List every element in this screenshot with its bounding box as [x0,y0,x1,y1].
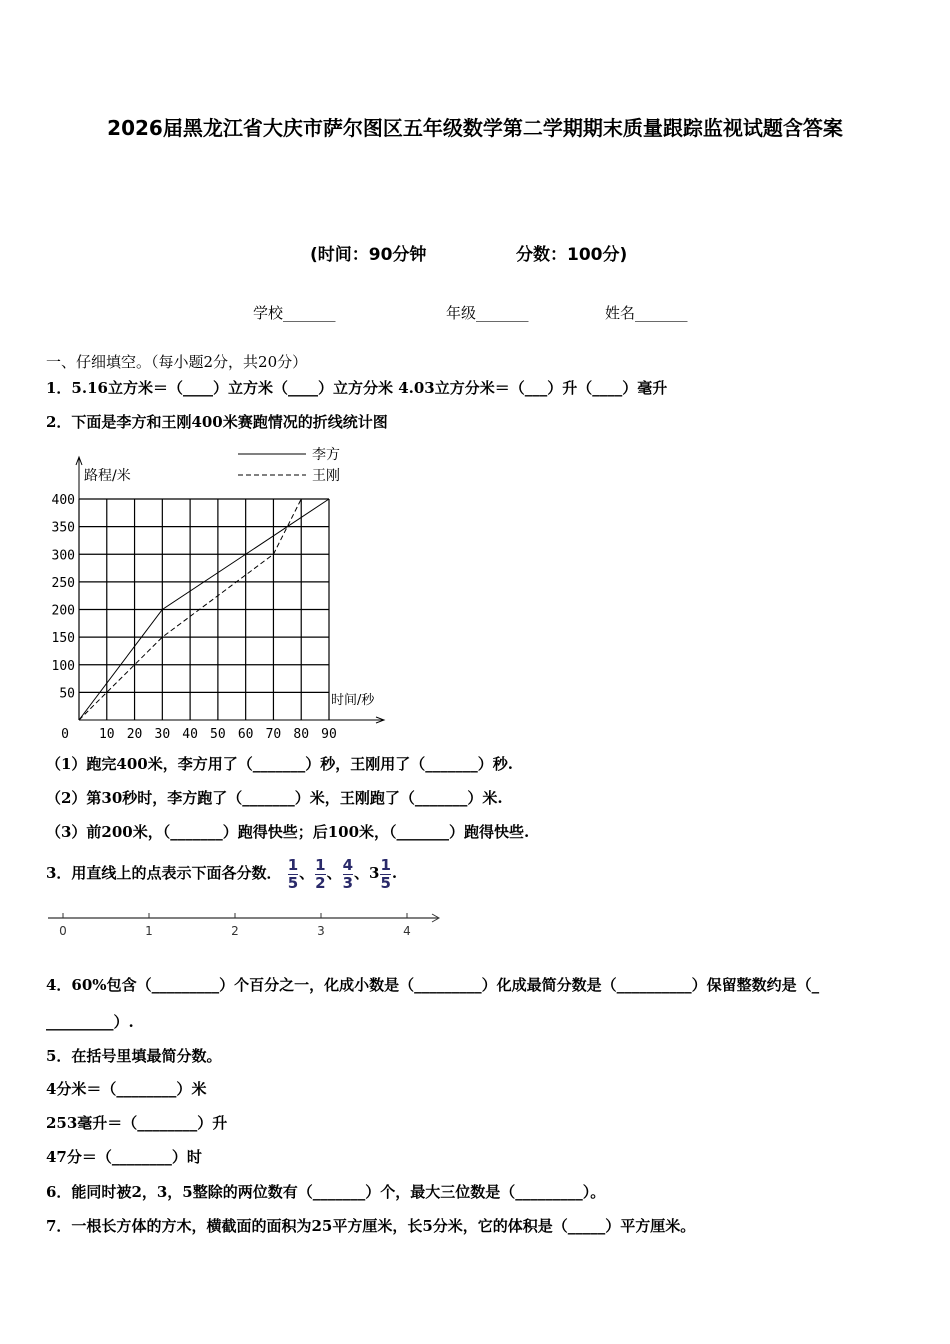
x-tick-label: 80 [293,727,310,740]
grade-field: 年级_______ [446,304,529,322]
number-line [40,905,450,945]
question-1: 1．5.16立方米＝（____）立方米（____）立方分米 4.03立方分米＝（___）升（____）毫升 [46,379,668,397]
name-field: 姓名_______ [605,304,688,322]
question-5-2: 253毫升＝（________）升 [46,1114,228,1132]
time-label: (时间：90分钟 [310,245,427,265]
question-2-1: （1）跑完400米，李方用了（_______）秒，王刚用了（_______）秒. [46,755,513,773]
line-chart [40,445,400,740]
fraction-4-3: $\frac{4}{3}$ [342,855,354,892]
y-tick-label: 400 [51,493,75,508]
fraction-1-2: $\frac{1}{2}$ [315,855,326,892]
y-tick-label: 50 [59,686,75,702]
x-tick-label: 30 [154,727,171,740]
x-tick-label: 0 [61,727,69,740]
section-heading: 一、仔细填空。（每小题2分，共20分） [46,353,308,371]
question-4: 4．60%包含（_________）个百分之一，化成小数是（_________）化成最简分数是（__________）保留整数约是（_ [46,976,820,994]
question-4-cont: _________）. [46,1013,134,1031]
score-label: 分数：100分) [516,245,628,265]
question-2-3: （3）前200米，（_______）跑得快些；后100米，（_______）跑得快些. [46,823,530,841]
x-tick-label: 60 [237,727,254,740]
x-tick-label: 90 [321,727,337,740]
number-line-label: 0 [59,924,67,938]
fraction-3-1-5: $\frac{1}{5}$ [380,855,391,892]
x-tick-label: 20 [126,727,143,740]
x-tick-label: 10 [98,727,115,740]
x-axis-label: 时间/秒 [331,693,375,708]
y-axis-label: 路程/米 [84,468,131,484]
question-2: 2．下面是李方和王刚400米赛跑情况的折线统计图 [46,413,388,431]
y-tick-label: 200 [51,603,75,619]
question-5-1: 4分米＝（________）米 [46,1080,207,1098]
fraction-1-5: $\frac{1}{5}$ [287,855,299,892]
question-5: 5．在括号里填最简分数。 [46,1047,222,1065]
question-3-text: 3．用直线上的点表示下面各分数． [46,864,282,882]
y-tick-label: 150 [51,631,75,647]
y-tick-label: 350 [51,520,75,536]
legend-label-1: 王刚 [312,468,340,484]
number-line-label: 2 [231,924,239,938]
y-tick-label: 300 [51,548,75,564]
x-tick-label: 40 [182,727,198,740]
school-field: 学校_______ [253,304,336,322]
x-tick-label: 70 [265,727,282,740]
question-2-2: （2）第30秒时，李方跑了（_______）米，王刚跑了（_______）米. [46,789,503,807]
number-line-label: 3 [317,924,325,938]
y-tick-label: 250 [51,575,75,591]
question-5-3: 47分＝（________）时 [46,1148,202,1166]
question-6: 6．能同时被2，3，5整除的两位数有（_______）个，最大三位数是（_________）。 [46,1183,606,1201]
y-tick-label: 100 [51,658,75,674]
number-line-label: 4 [403,924,411,938]
doc-title: 2026届黑龙江省大庆市萨尔图区五年级数学第二学期期末质量跟踪监视试题含答案 [107,116,843,140]
x-tick-label: 50 [210,727,226,740]
question-3: 3．用直线上的点表示下面各分数． $\frac{1}{5}$ 、 $\frac{1}{2}$ 、 $\frac{4}{3}$ 、3 $\frac{1}{5}$ . [46,855,398,892]
question-7: 7．一根长方体的方木，横截面的面积为25平方厘米，长5分米，它的体积是（_____）平方厘米。 [46,1217,696,1235]
legend-label-0: 李方 [312,447,340,463]
number-line-label: 1 [145,924,153,938]
